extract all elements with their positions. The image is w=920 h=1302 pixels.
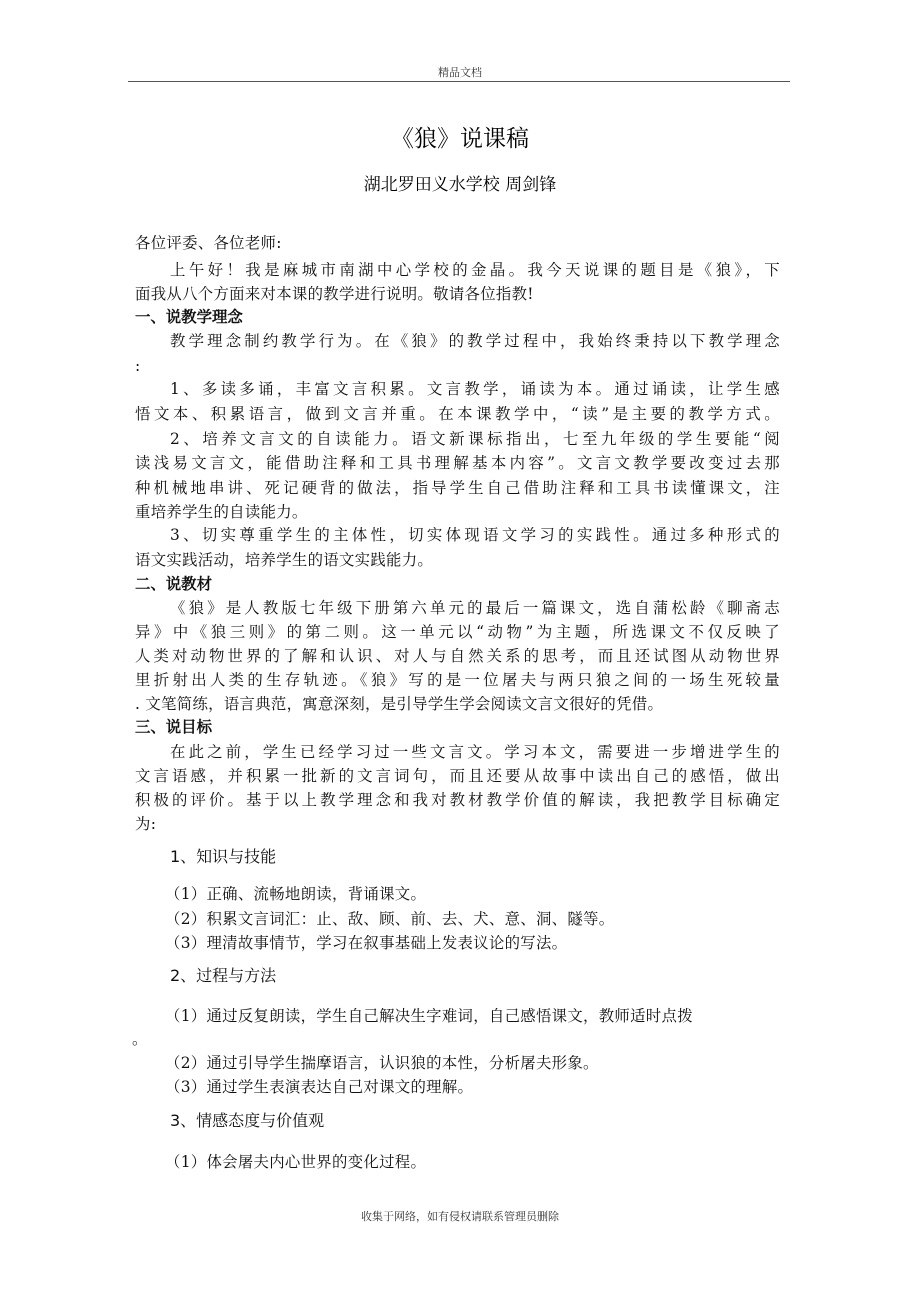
section1-line: 1、多读多诵，丰富文言积累。文言教学，诵读为本。通过诵读，让学生感 [170, 380, 780, 398]
section1-line: : [135, 357, 141, 375]
section1-line: 3、切实尊重学生的主体性，切实体现语文学习的实践性。通过多种形式的 [170, 526, 780, 544]
goal-title-knowledge: 1、知识与技能 [170, 847, 277, 866]
section1-line: 悟文本、积累语言，做到文言并重。在本课教学中，“读”是主要的教学方式。 [135, 405, 780, 423]
section-heading-2: 二、说教材 [135, 575, 212, 593]
section2-line: 异》中《狼三则》的第二则。这一单元以“动物”为主题，所选课文不仅反映了 [135, 623, 780, 641]
section1-line: 读浅易文言文，能借助注释和工具书理解基本内容”。文言文教学要改变过去那 [135, 454, 780, 472]
goal-item: （2）通过引导学生揣摩语言，认识狼的本性，分析屠夫形象。 [165, 1054, 599, 1072]
goal-item: （1）体会屠夫内心世界的变化过程。 [165, 1153, 427, 1171]
goal-item: （1）通过反复朗读，学生自己解决生字难词，自己感悟课文，教师适时点拨 [165, 1007, 693, 1025]
section-heading-1: 一、说教学理念 [135, 308, 243, 326]
section3-line: 文言语感，并积累一批新的文言词句，而且还要从故事中读出自己的感悟，做出 [135, 767, 780, 785]
section2-line: 里折射出人类的生存轨迹。《狼》写的是一位屠夫与两只狼之间的一场生死较量 [135, 671, 780, 689]
goal-item: （1）正确、流畅地朗读，背诵课文。 [165, 885, 427, 903]
section2-line: . 文笔简练，语言典范，寓意深刻，是引导学生学会阅读文言文很好的凭借。 [135, 695, 664, 713]
goal-item: （3）通过学生表演表达自己对课文的理解。 [165, 1078, 474, 1096]
page-footer: 收集于网络，如有侵权请联系管理员删除 [361, 1210, 559, 1223]
section1-line: 种机械地串讲、死记硬背的做法，指导学生自己借助注释和工具书读懂课文，注 [135, 479, 780, 497]
intro-line-1: 上午好！我是麻城市南湖中心学校的金晶。我今天说课的题目是《狼》，下 [170, 261, 780, 279]
goal-item: （3）理清故事情节，学习在叙事基础上发表议论的写法。 [165, 934, 568, 952]
greeting: 各位评委、各位老师: [135, 234, 282, 252]
section1-line: 语文实践活动，培养学生的语文实践能力。 [135, 551, 434, 569]
section-heading-3: 三、说目标 [135, 718, 212, 736]
goal-title-values: 3、情感态度与价值观 [170, 1111, 325, 1130]
section1-line: 2、培养文言文的自读能力。语文新课标指出，七至九年级的学生要能“阅 [170, 430, 780, 448]
section3-line: 为: [135, 815, 157, 833]
goal-item: 。 [132, 1030, 148, 1048]
section2-line: 《狼》是人教版七年级下册第六单元的最后一篇课文，选自蒲松龄《聊斋志 [170, 599, 780, 617]
section1-line: 重培养学生的自读能力。 [135, 503, 308, 521]
section3-line: 积极的评价。基于以上教学理念和我对教材教学价值的解读，我把教学目标确定 [135, 791, 780, 809]
goal-title-process: 2、过程与方法 [170, 966, 277, 985]
section1-line: 教学理念制约教学行为。在《狼》的教学过程中，我始终秉持以下教学理念 [170, 332, 780, 350]
section3-line: 在此之前，学生已经学习过一些文言文。学习本文，需要进一步增进学生的 [170, 743, 780, 761]
section2-line: 人类对动物世界的了解和认识、对人与自然关系的思考，而且还试图从动物世界 [135, 647, 780, 665]
header-divider [128, 81, 790, 82]
author-line: 湖北罗田义水学校 周剑锋 [363, 175, 557, 195]
goal-item: （2）积累文言词汇：止、敌、顾、前、去、犬、意、洞、隧等。 [165, 910, 615, 928]
intro-line-2: 面我从八个方面来对本课的教学进行说明。敬请各位指教! [135, 285, 534, 303]
document-title: 《狼》说课稿 [391, 126, 529, 152]
page-header: 精品文档 [438, 66, 482, 79]
